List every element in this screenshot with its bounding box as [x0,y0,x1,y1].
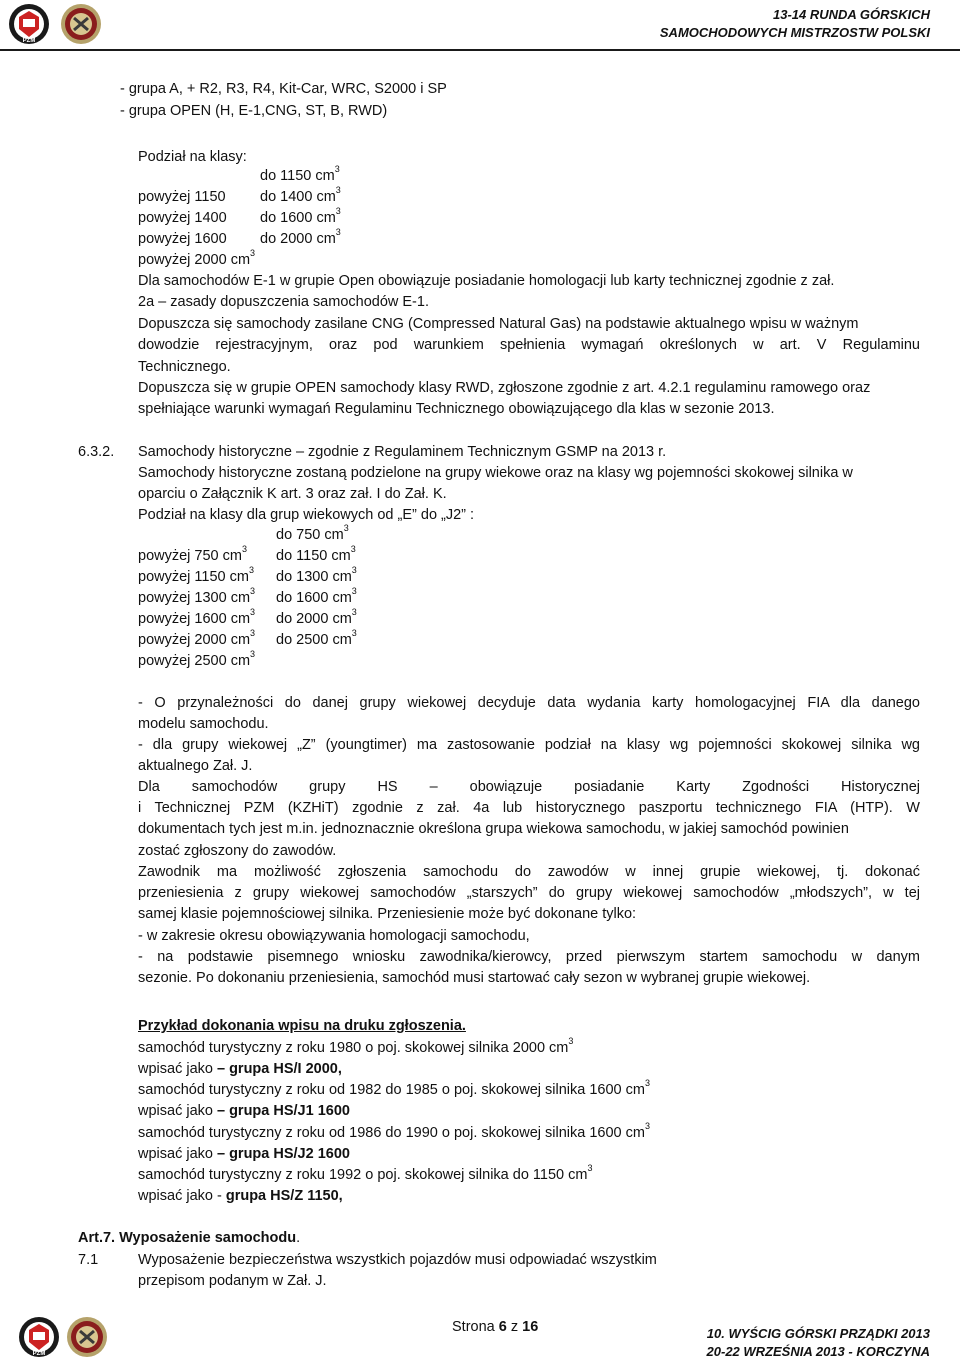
hist-class-left: powyżej 750 $cm^3$ [138,544,247,564]
footer-event-line2: 20-22 WRZEŚNIA 2013 - KORCZYNA [706,1344,930,1359]
paragraph-line: - na podstawie pisemnego wniosku zawodnika/kierowcy, przed pierwszym startem samochodu w danym [138,949,920,965]
class-row-right: do 1150 $cm^3$ [260,164,340,184]
hist-paragraph-line: oparciu o Załącznik K art. 3 oraz zał. I do Zał. K. [138,486,447,502]
rwd-paragraph-line: spełniające warunki wymagań Regulaminu Technicznego obowiązującego dla klas w sezonie 2013. [138,401,775,417]
paragraph-line: - dla grupy wiekowej „Z” (youngtimer) ma zastosowanie podział na klasy wg pojemności skokowej silnika wg [138,737,920,753]
hist-class-left: powyżej 1300 $cm^3$ [138,586,256,606]
example-car: samochód turystyczny z roku 1980 o poj. skokowej silnika 2000 $cm^3$ [138,1036,574,1056]
header-title-line2: SAMOCHODOWYCH MISTRZOSTW POLSKI [659,25,930,40]
paragraph-line: i Technicznej PZM (KZHiT) zgodnie z zał. 4a lub historycznego paszportu technicznego FIA (HTP). W [138,800,920,816]
hist-class-left: powyżej 1150 $cm^3$ [138,565,254,585]
example-write: wpisać jako – grupa HS/I 2000, [138,1061,342,1077]
cng-paragraph-line: dowodzie rejestracyjnym, oraz pod warunkiem spełnienia wymagań określonych w art. V Regulaminu [138,337,920,353]
paragraph-line: - O przynależności do danej grupy wiekowej decyduje data wydania karty homologacyjnej FIA dla danego [138,695,920,711]
class-row-left: powyżej 1400 [138,210,227,226]
svg-text:PZM: PZM [22,38,36,44]
e1-paragraph-line: Dla samochodów E-1 w grupie Open obowiązuje posiadanie homologacji lub karty technicznej zgodnie z zał. [138,273,835,289]
class-row-right: do 1400 $cm^3$ [260,185,341,205]
section-number: 7.1 [78,1252,99,1268]
footer-event-line1: 10. WYŚCIG GÓRSKI PRZĄDKI 2013 [706,1326,930,1341]
group-item: - grupa A, + R2, R3, R4, Kit-Car, WRC, S2000 i SP [120,81,447,97]
hist-class-left: powyżej 1600 $cm^3$ [138,607,256,627]
paragraph-line: - w zakresie okresu obowiązywania homologacji samochodu, [138,928,530,944]
pzm-logo-icon [18,1316,60,1358]
hist-class-right: do 750 $cm^3$ [276,523,349,543]
section-number: 6.3.2. [78,444,115,460]
svg-text:PZM: PZM [32,1351,46,1357]
header-divider [0,49,960,51]
class-row-right: do 2000 $cm^3$ [260,227,341,247]
hist-paragraph-line: Samochody historyczne zostaną podzielone na grupy wiekowe oraz na klasy wg pojemności skokowej silnika w [138,465,853,481]
club-logo-icon [60,3,102,45]
section-title: Samochody historyczne – zgodnie z Regulaminem Technicznym GSMP na 2013 r. [138,444,667,460]
example-title: Przykład dokonania wpisu na druku zgłoszenia. [138,1018,466,1034]
example-write: wpisać jako - grupa HS/Z 1150, [138,1188,343,1204]
paragraph-line: samej klasie pojemnościowej silnika. Przeniesienie może być dokonane tylko: [138,906,637,922]
hist-class-right: do 1300 $cm^3$ [276,565,357,585]
hist-class-right: do 2000 $cm^3$ [276,607,357,627]
paragraph-line: zostać zgłoszony do zawodów. [138,843,337,859]
hist-class-right: do 1600 $cm^3$ [276,586,357,606]
e1-paragraph-line: 2a – zasady dopuszczenia samochodów E-1. [138,294,429,310]
class-row-right: do 1600 $cm^3$ [260,206,341,226]
cng-paragraph-line: Dopuszcza się samochody zasilane CNG (Compressed Natural Gas) na podstawie aktualnego wpisu w ważnym [138,316,859,332]
paragraph-line: dokumentach tych jest m.in. jednoznacznie określona grupa wiekowa samochodu, w jakiej samochód powinien [138,821,849,837]
hist-class-right: do 1150 $cm^3$ [276,544,356,564]
paragraph-line: sezonie. Po dokonaniu przeniesienia, samochód musi startować cały sezon w wybranej grupie wiekowej. [138,970,811,986]
example-car: samochód turystyczny z roku od 1986 do 1990 o poj. skokowej silnika 1600 $cm^3$ [138,1121,650,1141]
group-item: - grupa OPEN (H, E-1,CNG, ST, B, RWD) [120,103,388,119]
paragraph-line: Zawodnik ma możliwość zgłoszenia samochodu do zawodów w innej grupie wiekowej, tj. dokonać [138,864,920,880]
hist-class-left: powyżej 2500 $cm^3$ [138,649,256,669]
page-number: Strona 6 z 16 [452,1319,539,1335]
pzm-logo-icon [8,3,50,45]
article-heading: Art.7. Wyposażenie samochodu. [78,1230,301,1246]
hist-classes-title: Podział na klasy dla grup wiekowych od „E” do „J2” : [138,507,475,523]
hist-class-left: powyżej 2000 $cm^3$ [138,628,256,648]
rwd-paragraph-line: Dopuszcza się w grupie OPEN samochody klasy RWD, zgłoszone zgodnie z art. 4.2.1 regulaminu ramowego oraz [138,380,871,396]
classes-title: Podział na klasy: [138,149,247,165]
club-logo-icon [66,1316,108,1358]
class-row-left: powyżej 1150 [138,189,226,205]
header-title-line1: 13-14 RUNDA GÓRSKICH [773,7,930,22]
class-row-left: powyżej 1600 [138,231,227,247]
section-text-line: przepisom podanym w Zał. J. [138,1273,327,1289]
example-car: samochód turystyczny z roku 1992 o poj. skokowej silnika do 1150 $cm^3$ [138,1163,593,1183]
example-write: wpisać jako – grupa HS/J2 1600 [138,1146,350,1162]
paragraph-line: Dla samochodów grupy HS – obowiązuje posiadanie Karty Zgodności Historycznej [138,779,920,795]
paragraph-line: przeniesienia z grupy wiekowej samochodów „starszych” do grupy wiekowej samochodów „młodszych”, w tej [138,885,920,901]
hist-class-right: do 2500 $cm^3$ [276,628,357,648]
section-text-line: Wyposażenie bezpieczeństwa wszystkich pojazdów musi odpowiadać wszystkim [138,1252,657,1268]
paragraph-line: modelu samochodu. [138,716,269,732]
cng-paragraph-line: Technicznego. [138,359,231,375]
example-write: wpisać jako – grupa HS/J1 1600 [138,1103,350,1119]
example-car: samochód turystyczny z roku od 1982 do 1985 o poj. skokowej silnika 1600 $cm^3$ [138,1078,650,1098]
paragraph-line: aktualnego Zał. J. [138,758,253,774]
class-row-left: powyżej 2000 $cm^3$ [138,248,256,268]
